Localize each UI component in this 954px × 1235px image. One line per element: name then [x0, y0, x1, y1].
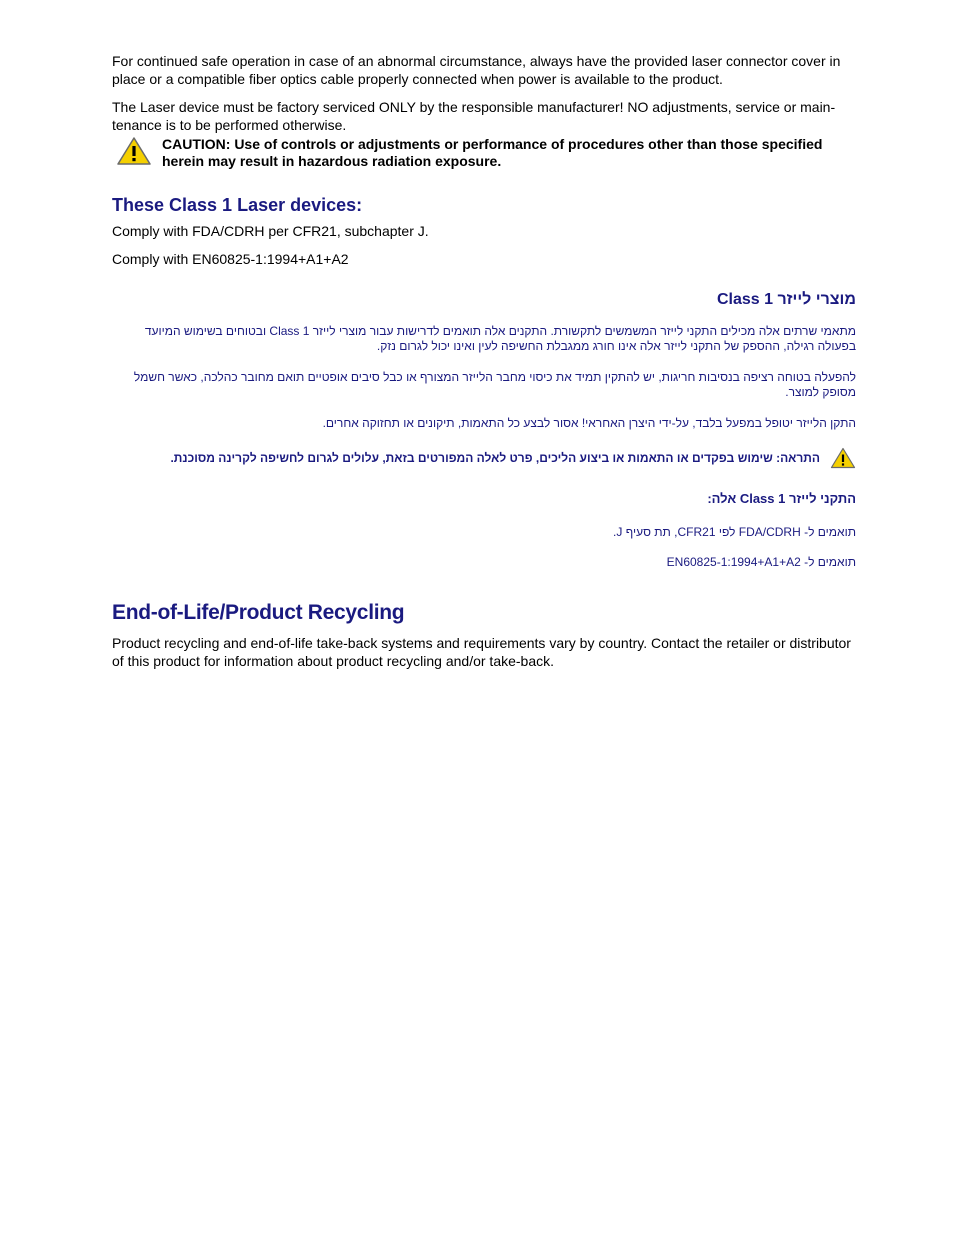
hebrew-line-fda: תואמים ל- FDA/CDRH לפי CFR21, תת סעיף J.: [613, 525, 856, 539]
class1-line-en: Comply with EN60825-1:1994+A1+A2: [112, 251, 349, 267]
recycling-heading: End-of-Life/Product Recycling: [112, 601, 405, 624]
recycling-text: Product recycling and end-of-life take-back systems and requirements vary by country. Contact the retailer or distributor of this product for information about product recycling and/or take-back.: [112, 635, 851, 669]
hebrew-paragraph-2: להפעלה בטוחה רציפה בנסיבות חריגות, יש להתקין תמיד את כיסוי מחבר הלייזר המצורף או כבל סיבים אופטיים תואם מחובר כהלכה, כאשר חשמל מסופק למוצר.: [133, 370, 856, 399]
hebrew-subheading: התקני לייזר Class 1 אלה:: [707, 491, 856, 506]
hebrew-caution-block: [112, 447, 856, 469]
hebrew-heading: מוצרי לייזר Class 1: [716, 291, 856, 308]
caution-block: [112, 136, 864, 170]
safety-paragraph-2: The Laser device must be factory serviced ONLY by the responsible manufacturer! NO adjustments, service or main-tenance is to be performed otherwise.: [112, 99, 836, 133]
hebrew-paragraph-1: מתאמי שרתים אלה מכילים התקני לייזר המשמשים לתקשורת. התקנים אלה תואמים לדרישות עבור מוצרי לייזר Class 1 ובטוחים בשימוש המיועד בפעולה רגילה, ההספק של התקני לייזר אלה אינו חורג ממגבלת החשיפה לעין ואינו יכול לגרום נזק.: [144, 324, 856, 353]
hebrew-line-en: תואמים ל- EN60825-1:1994+A1+A2: [666, 555, 856, 569]
warning-triangle-icon: [830, 447, 856, 469]
hebrew-paragraph-3: התקן הלייזר יטופל במפעל בלבד, על-ידי היצרן האחראי! אסור לבצע כל התאמות, תיקונים או תחזוקה אחרים.: [322, 416, 856, 430]
class1-line-fda: Comply with FDA/CDRH per CFR21, subchapter J.: [112, 223, 429, 239]
safety-paragraph-1: For continued safe operation in case of an abnormal circumstance, always have the provided laser connector cover in place or a compatible fiber optics cable properly connected when power is available to the product.: [112, 53, 841, 87]
class1-heading: These Class 1 Laser devices:: [112, 195, 363, 215]
warning-triangle-icon: [116, 136, 152, 166]
caution-text: CAUTION: Use of controls or adjustments or performance of procedures other than those specified herein may result in hazardous radiation exposure.: [162, 136, 823, 169]
hebrew-section: [112, 290, 856, 570]
hebrew-caution-text: התראה: שימוש בפקדים או התאמות או ביצוע הליכים, פרט לאלה המפורטים בזאת, עלולים לגרום לחשיפה לקרינה מסוכנת.: [170, 450, 820, 465]
document-page: [112, 52, 864, 670]
